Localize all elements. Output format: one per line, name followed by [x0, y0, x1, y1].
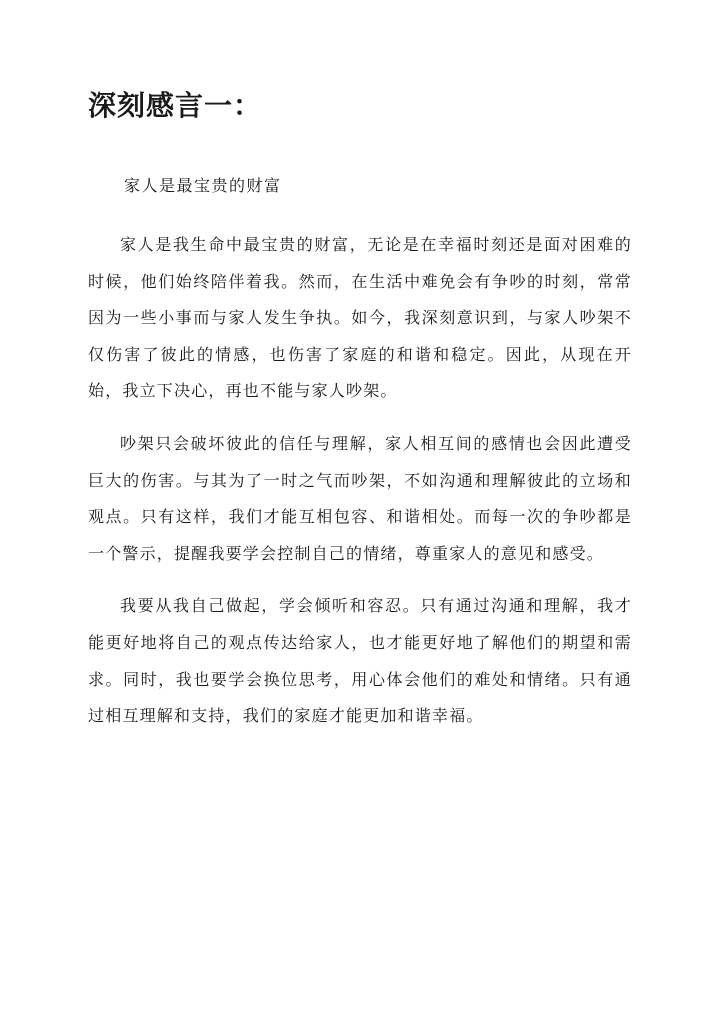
page-title: 深刻感言一： [88, 89, 263, 122]
paragraph-1: 家人是我生命中最宝贵的财富，无论是在幸福时刻还是面对困难的时候，他们始终陪伴着我。然而，在生活中难免会有争吵的时刻，常常因为一些小事而与家人发生争执。如今，我深刻意识到，与家人吵架不仅伤害了彼此的情感，也伤害了家庭的和谐和稳定。因此，从现在开始，我立下决心，再也不能与家人吵架。 [88, 235, 632, 401]
subtitle: 家人是最宝贵的财富 [124, 176, 282, 195]
paragraph-3: 我要从我自己做起，学会倾听和容忍。只有通过沟通和理解，我才能更好地将自己的观点传达给家人，也才能更好地了解他们的期望和需求。同时，我也要学会换位思考，用心体会他们的难处和情绪。只有通过相互理解和支持，我们的家庭才能更加和谐幸福。 [88, 596, 632, 726]
document-body [88, 227, 632, 751]
paragraph-2: 吵架只会破坏彼此的信任与理解，家人相互间的感情也会因此遭受巨大的伤害。与其为了一时之气而吵架，不如沟通和理解彼此的立场和观点。只有这样，我们才能互相包容、和谐相处。而每一次的争吵都是一个警示，提醒我要学会控制自己的情绪，尊重家人的意见和感受。 [88, 433, 632, 563]
